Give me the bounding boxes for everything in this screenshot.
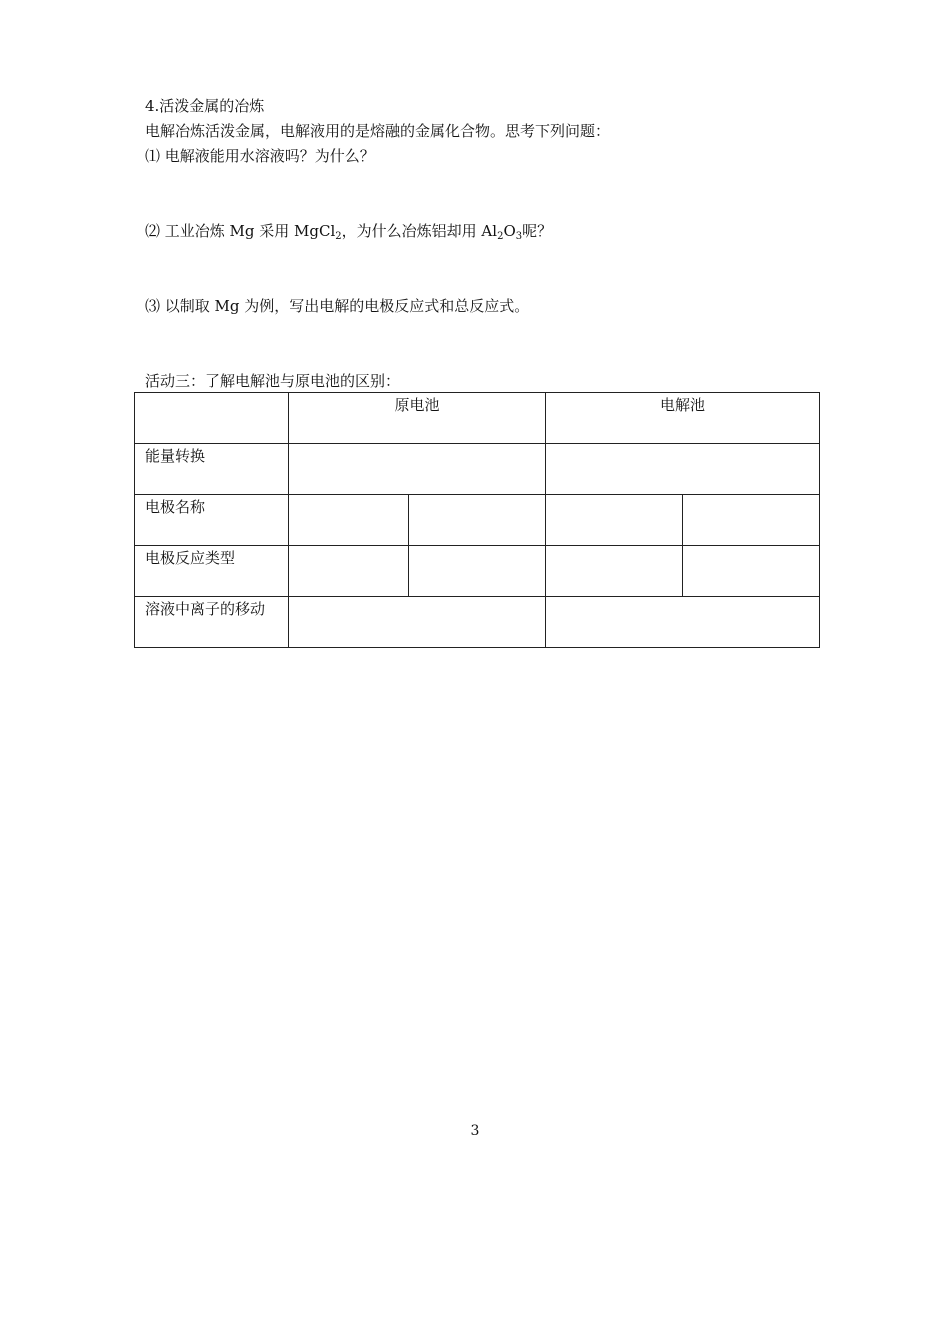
question-3: ⑶ 以制取 Mg 为例，写出电解的电极反应式和总反应式。 xyxy=(145,297,530,315)
answer-cell[interactable] xyxy=(546,495,683,546)
table-header-row xyxy=(135,393,820,444)
question-2-text-c: O xyxy=(503,222,516,240)
answer-cell[interactable] xyxy=(289,444,546,495)
section-heading: 4.活泼金属的冶炼 xyxy=(145,97,265,115)
header-galvanic-cell: 原电池 xyxy=(289,393,546,444)
row-label-electrode-reaction-type: 电极反应类型 xyxy=(135,546,289,597)
header-electrolytic-cell: 电解池 xyxy=(546,393,820,444)
activity-title: 活动三：了解电解池与原电池的区别： xyxy=(145,372,401,390)
row-label-energy-conversion: 能量转换 xyxy=(135,444,289,495)
answer-cell[interactable] xyxy=(546,444,820,495)
row-label-electrode-name: 电极名称 xyxy=(135,495,289,546)
answer-cell[interactable] xyxy=(289,546,409,597)
answer-cell[interactable] xyxy=(683,495,820,546)
question-1: ⑴ 电解液能用水溶液吗？为什么？ xyxy=(145,147,375,165)
question-2-subscript-b: 2 xyxy=(497,231,504,242)
question-2-subscript-c: 3 xyxy=(515,231,523,242)
answer-cell[interactable] xyxy=(289,495,409,546)
answer-cell[interactable] xyxy=(409,546,546,597)
question-2-text-a: ⑵ 工业冶炼 Mg 采用 MgCl xyxy=(145,222,336,240)
row-label-ion-movement: 溶液中离子的移动 xyxy=(135,597,289,648)
answer-cell[interactable] xyxy=(546,597,820,648)
table-row xyxy=(135,597,820,648)
question-2-text-d: 呢？ xyxy=(522,222,553,240)
question-2 xyxy=(145,221,552,241)
table-row xyxy=(135,546,820,597)
question-2-text-b: ，为什么冶炼铝却用 Al xyxy=(341,222,498,240)
table-row xyxy=(135,495,820,546)
table-row xyxy=(135,444,820,495)
comparison-table xyxy=(134,392,820,648)
answer-cell[interactable] xyxy=(683,546,820,597)
answer-cell[interactable] xyxy=(546,546,683,597)
table-corner-cell xyxy=(135,393,289,444)
answer-cell[interactable] xyxy=(409,495,546,546)
question-2-subscript-a: 2 xyxy=(335,231,342,242)
page-number: 3 xyxy=(470,1123,480,1139)
intro-paragraph: 电解冶炼活泼金属，电解液用的是熔融的金属化合物。思考下列问题： xyxy=(145,122,611,140)
answer-cell[interactable] xyxy=(289,597,546,648)
